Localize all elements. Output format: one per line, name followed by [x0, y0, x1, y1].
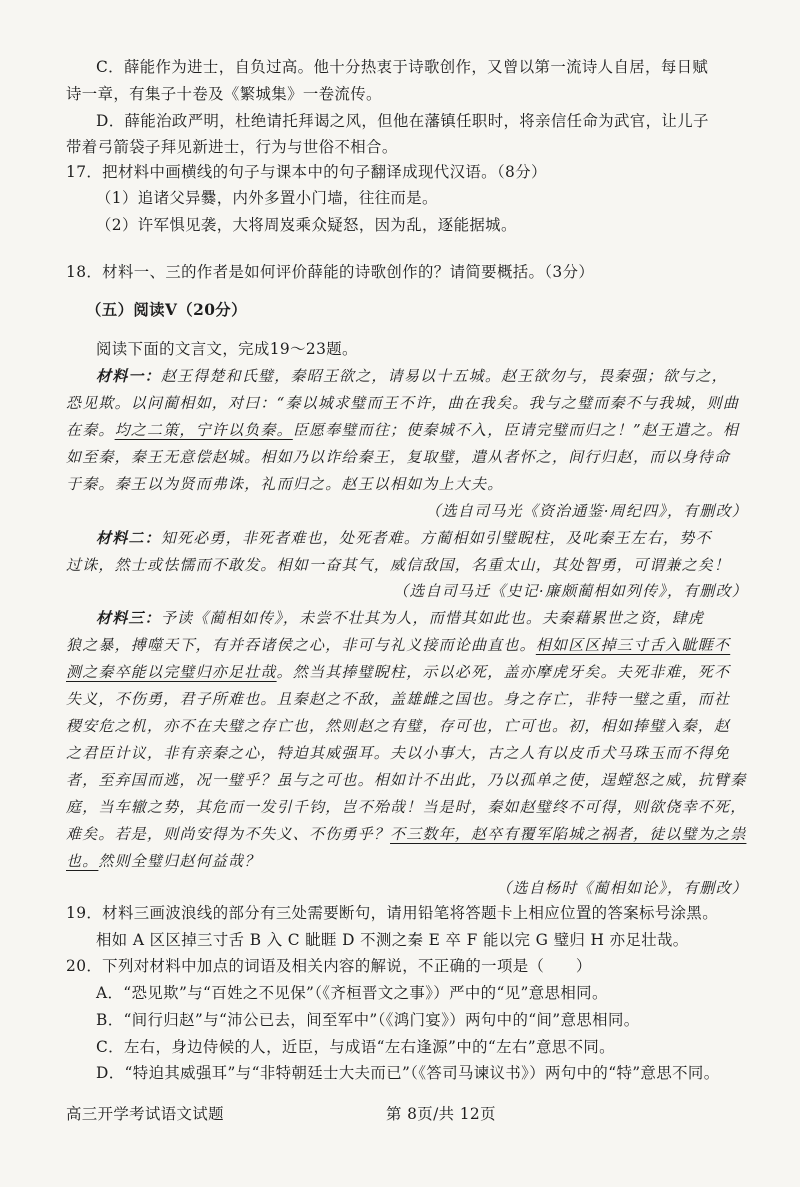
q19-sentence: 相如 A 区区掉三寸舌 B 入 C 眦睚 D 不测之秦 E 卒 F 能以完 G 璧归 H 亦足壮哉。 — [96, 931, 689, 949]
material3-label: 材料三： — [96, 609, 161, 627]
wavy-passage-end: 测之秦卒能以完璧归亦足壮哉 — [66, 663, 277, 681]
material2-label: 材料二： — [96, 529, 161, 547]
q17-item-1: （1）追诸父异爨，内外多置小门墙，往往而是。 — [96, 189, 438, 207]
material3-line4: 失义，不伤勇，君子所难也。且秦赵之不敌，盖雄雌之国也。身之存亡，非特一璧之重，而社 — [66, 690, 731, 708]
material3-source: （选自杨时《蔺相如论》，有删改） — [496, 879, 748, 897]
underlined-sentence-2: 不三数年，赵卒有覆军陷城之祸者，徒以璧为之祟 — [390, 825, 747, 843]
q16-option-c-line1: C．薛能作为进士，自负过高。他十分热衷于诗歌创作，又曾以第一流诗人自居，每日赋 — [96, 58, 709, 76]
q20-option-d: D．“特迫其威强耳”与“非特朝廷士大夫而已”（《答司马谏议书》）两句中的“特”意思不同。 — [96, 1064, 720, 1082]
material3-line9: 难矣。若是，则尚安得为不失义、不伤勇乎？不三数年，赵卒有覆军陷城之祸者，徒以璧为之祟 — [66, 825, 747, 843]
material1-line2: 恐见欺。以问蔺相如，对曰：“秦以城求璧而王不许，曲在我矣。我与之璧而秦不与我城，则曲 — [66, 394, 740, 412]
footer-page-number: 第 8页/共 12页 — [386, 1105, 496, 1123]
q20-option-b: B．“间行归赵”与“沛公已去，间至军中”（《鸿门宴》）两句中的“间”意思相同。 — [96, 1011, 640, 1029]
material1-source: （选自司马光《资治通鉴·周纪四》，有删改） — [425, 502, 748, 520]
material3-line2: 狼之暴，搏噬天下，有并吞诸侯之心，非可与礼义接而论曲直也。相如区区掉三寸舌入眦睚不 — [66, 636, 731, 654]
material1-label: 材料一： — [96, 367, 161, 385]
q18-stem: 18．材料一、三的作者是如何评价薛能的诗歌创作的？请简要概括。（3分） — [66, 263, 595, 281]
material1-line3: 在秦。均之二策，宁许以负秦。臣愿奉璧而往；使秦城不入，臣请完璧而归之！”赵王遣之。相 — [66, 421, 740, 439]
material3-line1: 材料三：予读《蔺相如传》，未尝不壮其为人，而惜其如此也。夫秦藉累世之资，肆虎 — [96, 609, 705, 627]
material3-line8: 庭，当车辙之势，其危而一发引千钧，岂不殆哉！当是时，秦如赵璧终不可得，则欲侥幸不死， — [66, 798, 747, 816]
material3-line5: 稷安危之机，亦不在夫璧之存亡也，然则赵之有璧，存可也，亡可也。初，相如捧璧入秦，赵 — [66, 717, 731, 735]
material3-line7: 者，至弃国而逃，况一璧乎？虽与之可也。相如计不出此，乃以孤单之使，逞螳怒之威，抗臂秦 — [66, 771, 747, 789]
material2-line2: 过诛，然士或怯懦而不敢发。相如一奋其气，威信敌国，名重太山，其处智勇，可谓兼之矣！ — [66, 556, 731, 574]
footer-title: 高三开学考试语文试题 — [66, 1105, 224, 1123]
material2-source: （选自司马迁《史记·廉颇蔺相如列传》，有删改） — [393, 582, 748, 600]
q16-option-d-line2: 带着弓箭袋子拜见新进士，行为与世俗不相合。 — [66, 138, 398, 156]
material1-line1: 材料一：赵王得楚和氏璧，秦昭王欲之，请易以十五城。赵王欲勿与，畏秦强；欲与之， — [96, 367, 728, 385]
q16-option-c-line2: 诗一章，有集子十卷及《繁城集》一卷流传。 — [66, 85, 382, 103]
section-intro: 阅读下面的文言文，完成19～23题。 — [96, 340, 358, 358]
section-title: （五）阅读Ⅴ（20分） — [86, 301, 247, 319]
material3-line6: 之君臣计议，非有亲秦之心，特迫其威强耳。夫以小事大，古之人有以皮币犬马珠玉而不得免 — [66, 744, 731, 762]
q16-option-d-line1: D．薛能治政严明，杜绝请托拜谒之风，但他在藩镇任职时，将亲信任命为武官，让儿子 — [96, 112, 709, 130]
material3-line10: 也。然则全璧归赵何益哉？ — [66, 852, 261, 870]
material1-line5: 于秦。秦王以为贤而弗诛，礼而归之。赵王以相如为上大夫。 — [66, 475, 504, 493]
q17-stem: 17．把材料中画横线的句子与课本中的句子翻译成现代汉语。（8分） — [66, 163, 547, 181]
material1-line4: 如至秦，秦王无意偿赵城。相如乃以诈给秦王，复取璧，遣从者怀之，间行归赵，而以身待命 — [66, 448, 731, 466]
q20-stem: 20．下列对材料中加点的词语及相关内容的解说，不正确的一项是（ ） — [66, 957, 592, 975]
material2-line1: 材料二：知死必勇，非死者难也，处死者难。方蔺相如引璧睨柱，及叱秦王左右，势不 — [96, 529, 712, 547]
q19-stem: 19．材料三画波浪线的部分有三处需要断句，请用铅笔将答题卡上相应位置的答案标号涂黑。 — [66, 904, 719, 922]
wavy-passage-start: 相如区区掉三寸舌入眦睚不 — [535, 636, 731, 654]
q20-option-a: A．“恐见欺”与“百姓之不见保”（《齐桓晋文之事》）严中的“见”意思相同。 — [96, 984, 608, 1002]
underlined-sentence: 均之二策，宁许以负秦。 — [114, 421, 293, 439]
q17-item-2: （2）许军惧见袭，大将周岌乘众疑怒，因为乱，逐能据城。 — [96, 216, 517, 234]
material3-line3: 测之秦卒能以完璧归亦足壮哉。然当其捧璧睨柱，示以必死，盖亦摩虎牙矣。夫死非难，死不 — [66, 663, 731, 681]
q20-option-c: C．左右，身边侍候的人，近臣，与成语“左右逢源”中的“左右”意思不同。 — [96, 1038, 615, 1056]
